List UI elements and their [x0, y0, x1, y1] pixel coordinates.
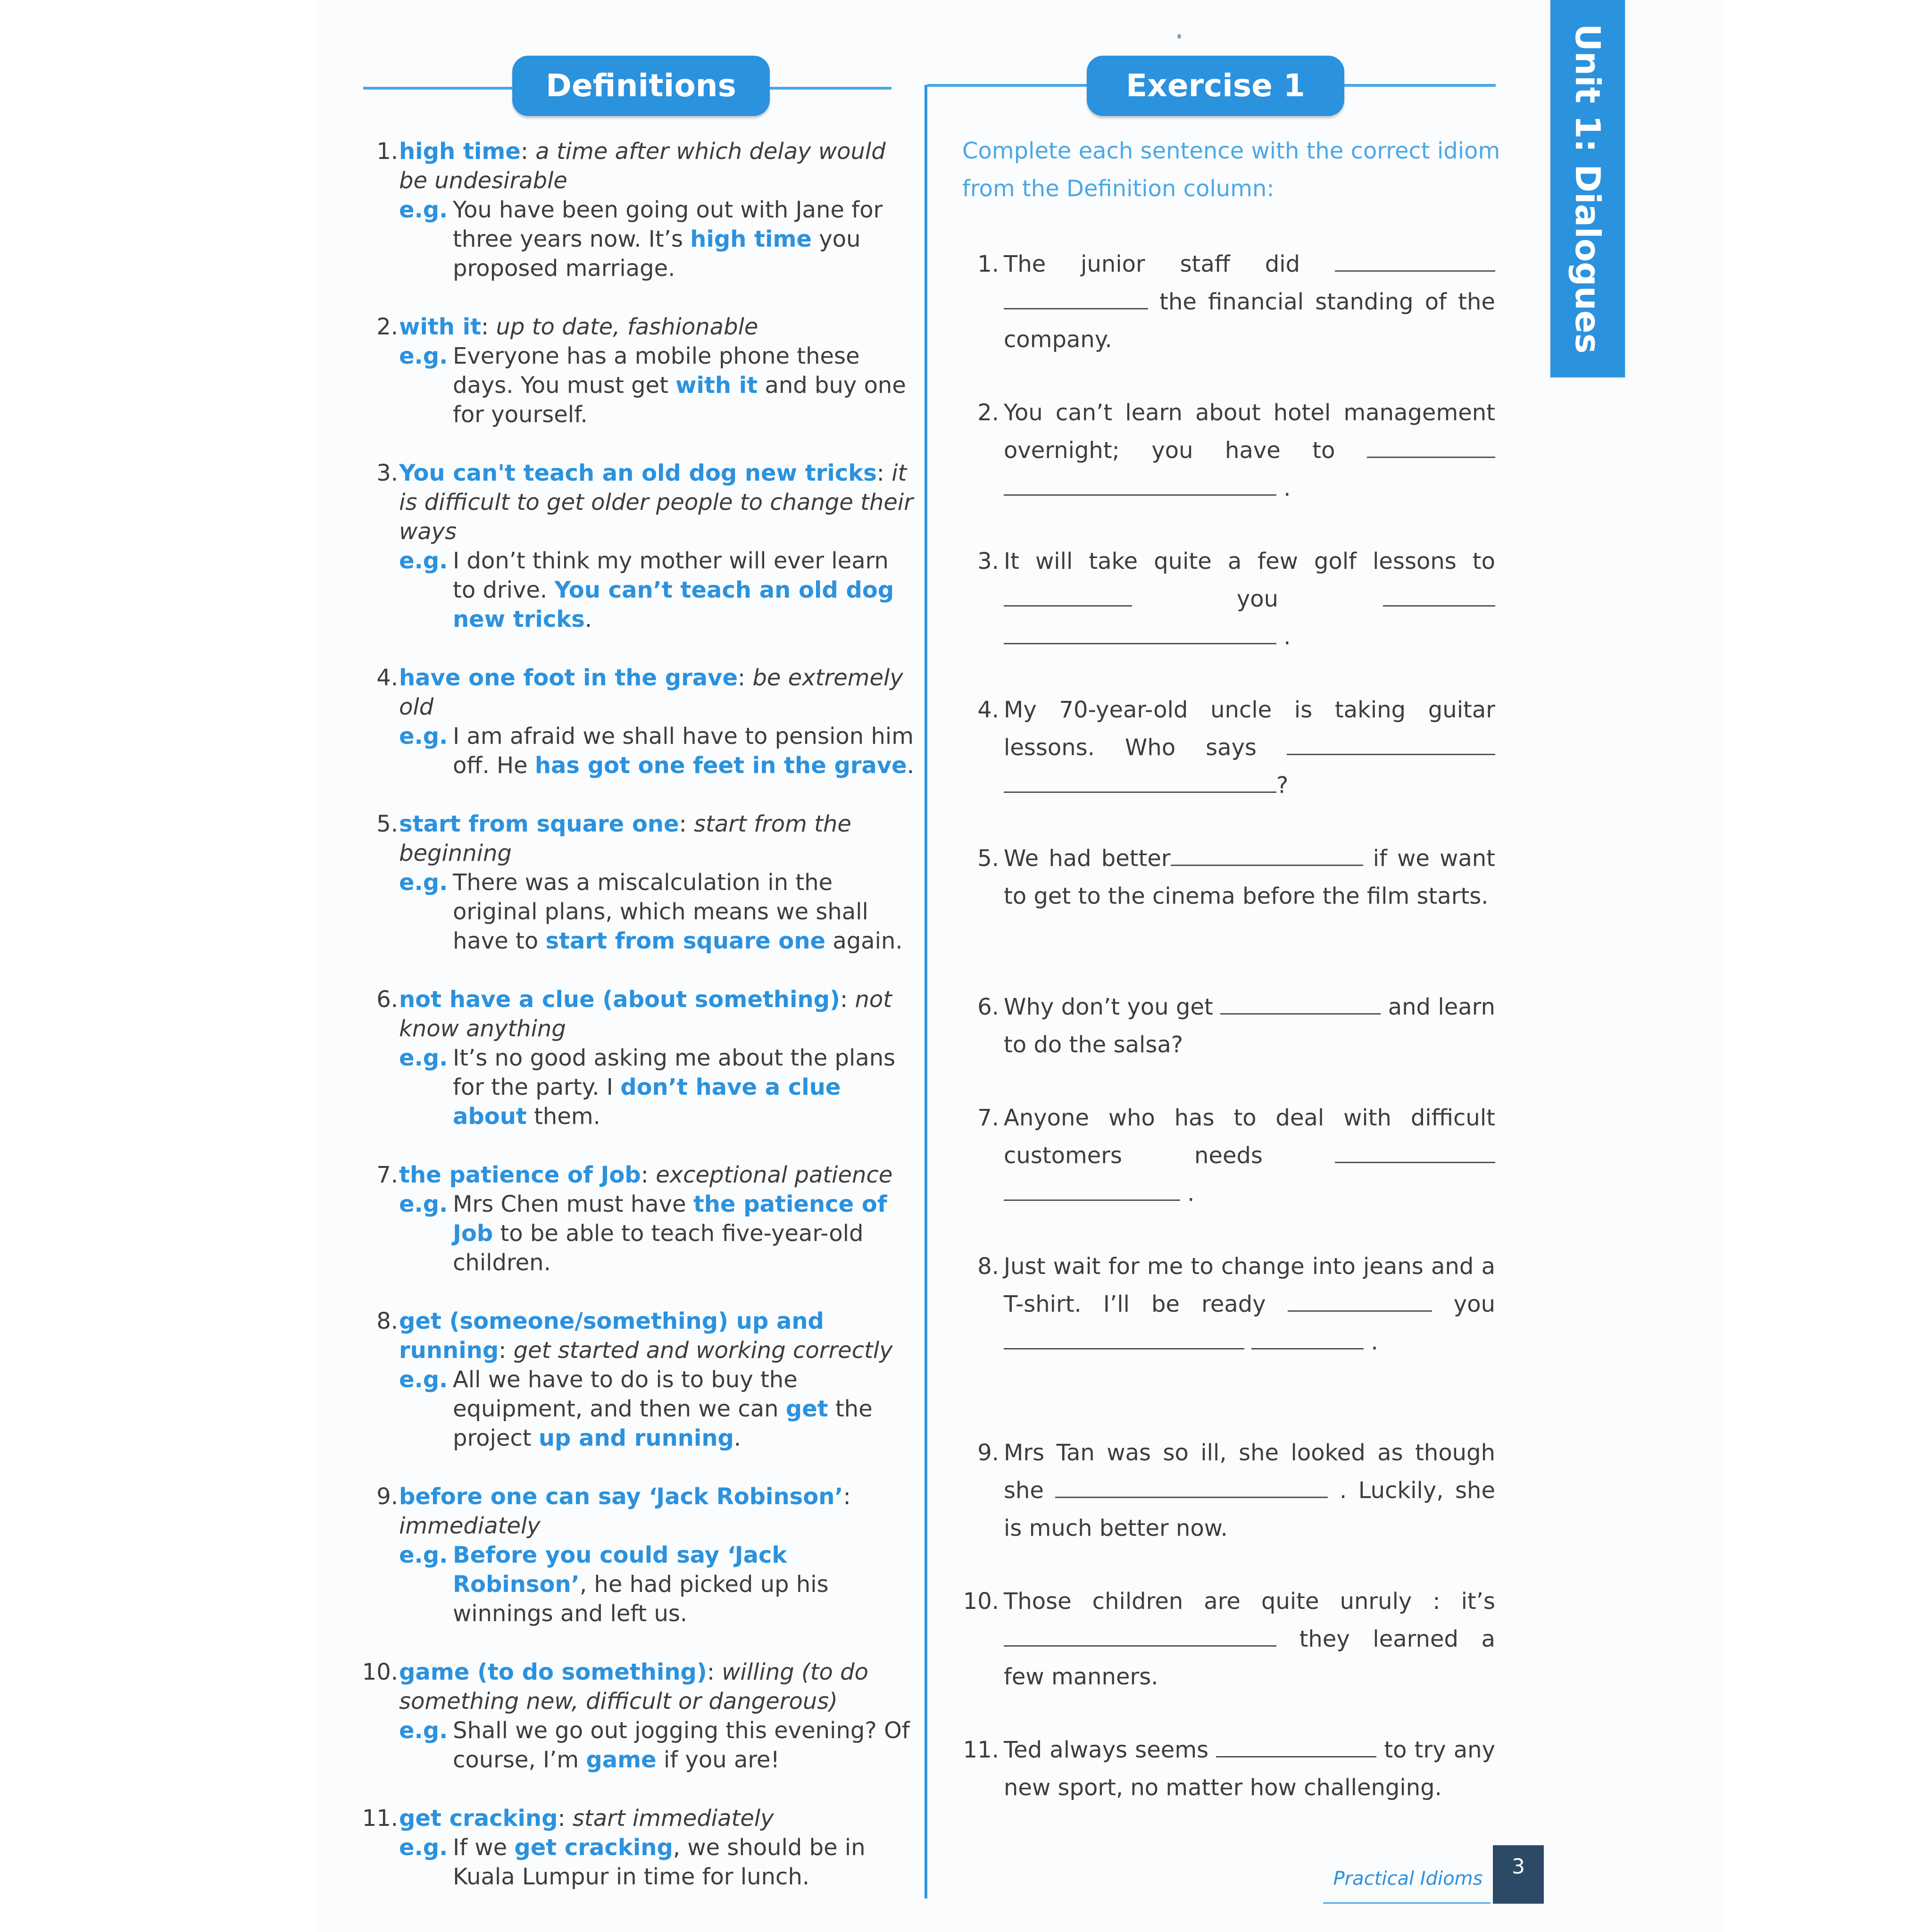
- idiom-meaning: a time after which delay would be undesirable: [399, 138, 886, 194]
- exercise-text: Just wait for me to change into jeans and a T-shirt. I’ll be ready: [1004, 1253, 1495, 1317]
- idiom-highlight: don’t have a clue about: [453, 1074, 841, 1130]
- definition-head: [399, 1804, 915, 1833]
- answer-blank[interactable]: [1004, 287, 1148, 309]
- exercise-text: you: [1432, 1291, 1495, 1317]
- exercise-sentence: [962, 394, 1495, 507]
- idiom-meaning: start immediately: [572, 1805, 774, 1832]
- idiom-meaning: up to date, fashionable: [496, 314, 758, 340]
- idiom-term: not have a clue (about something): [399, 986, 841, 1013]
- exercise-item: [962, 840, 1495, 915]
- definition-item: [358, 137, 915, 283]
- example-text: and buy one for yourself.: [453, 372, 906, 428]
- column-divider: [924, 85, 927, 1899]
- answer-blank[interactable]: [1004, 1624, 1276, 1647]
- exercise-text: .: [1276, 624, 1291, 650]
- idiom-highlight: high time: [690, 226, 812, 252]
- exercise-text: Those children are quite unruly : it’s: [1004, 1588, 1495, 1615]
- idiom-term: get cracking: [399, 1805, 558, 1832]
- exercise-number: 9.: [977, 1440, 999, 1466]
- definition-head: [399, 1482, 915, 1541]
- definition-number: 8.: [376, 1308, 398, 1334]
- answer-blank[interactable]: [1004, 622, 1276, 644]
- definition-number: 4.: [376, 665, 398, 691]
- definition-colon: :: [499, 1337, 514, 1364]
- answer-blank[interactable]: [1288, 1290, 1432, 1312]
- exercise-item: [962, 542, 1495, 656]
- idiom-highlight: up and running: [538, 1425, 734, 1451]
- definition-number: 10.: [362, 1659, 398, 1685]
- answer-blank[interactable]: [1335, 250, 1495, 272]
- definition-item: [358, 1160, 915, 1277]
- exercise-item: [962, 988, 1495, 1064]
- idiom-highlight: the patience of Job: [453, 1191, 887, 1247]
- example-label: e.g.: [399, 1717, 448, 1744]
- definition-item: [358, 1307, 915, 1453]
- answer-blank[interactable]: [1287, 733, 1495, 755]
- idiom-meaning: start from the beginning: [399, 811, 851, 866]
- example-text: again.: [825, 928, 903, 954]
- idiom-term: game (to do something): [399, 1659, 707, 1685]
- definition-item: [358, 1657, 915, 1774]
- exercise-instruction: Complete each sentence with the correct idiom from the Definition column:: [962, 138, 1500, 202]
- scan-speck: [1177, 34, 1181, 39]
- idiom-highlight: game: [586, 1747, 657, 1773]
- definition-item: [358, 985, 915, 1131]
- idiom-meaning: it is difficult to get older people to change their ways: [399, 460, 913, 545]
- example-sentence: [399, 868, 915, 956]
- exercise-item: [962, 691, 1495, 804]
- definition-number: 6.: [376, 986, 398, 1013]
- idiom-highlight: You can’t teach an old dog new tricks: [453, 577, 894, 633]
- answer-blank[interactable]: [1383, 584, 1495, 607]
- definition-head: [399, 458, 915, 546]
- idiom-term: with it: [399, 314, 482, 340]
- definition-colon: :: [876, 460, 892, 486]
- definition-item: [358, 312, 915, 429]
- definition-colon: :: [641, 1162, 656, 1188]
- exercise-text: [1244, 1329, 1251, 1355]
- exercise-item: [962, 1099, 1495, 1212]
- definition-head: [399, 809, 915, 868]
- exercise-item: [962, 1582, 1495, 1696]
- idiom-term: the patience of Job: [399, 1162, 641, 1188]
- definition-item: [358, 458, 915, 634]
- exercise-number: 1.: [977, 251, 999, 277]
- example-text: All we have to do is to buy the equipment, and then we can: [453, 1366, 798, 1422]
- definition-head: [399, 1160, 915, 1190]
- answer-blank[interactable]: [1171, 844, 1363, 866]
- definition-head: [399, 985, 915, 1043]
- idiom-term: high time: [399, 138, 521, 165]
- example-label: e.g.: [399, 197, 448, 223]
- definition-number: 3.: [376, 460, 398, 486]
- definition-colon: :: [738, 665, 753, 691]
- exercise-text: Mrs Tan was so ill, she looked as though she: [1004, 1440, 1495, 1504]
- example-text: .: [584, 606, 592, 633]
- idiom-meaning: get started and working correctly: [513, 1337, 893, 1364]
- exercise-sentence: [962, 1248, 1495, 1361]
- example-sentence: [399, 1190, 915, 1277]
- exercise-item: [962, 1248, 1495, 1361]
- exercise-text: Ted always seems: [1004, 1737, 1216, 1763]
- unit-tab: [1550, 0, 1625, 377]
- exercise-number: 5.: [977, 845, 999, 872]
- example-text: .: [907, 752, 914, 779]
- answer-blank[interactable]: [1004, 474, 1276, 496]
- example-sentence: [399, 1716, 915, 1774]
- idiom-term: start from square one: [399, 811, 679, 837]
- idiom-highlight: start from square one: [545, 928, 826, 954]
- exercise-sentence: [962, 840, 1495, 915]
- definition-item: [358, 1804, 915, 1891]
- definition-item: [358, 663, 915, 780]
- example-sentence: [399, 546, 915, 634]
- example-text: Mrs Chen must have: [453, 1191, 693, 1217]
- definition-head: [399, 1307, 915, 1365]
- definition-number: 5.: [376, 811, 398, 837]
- exercise-text: We had better: [1004, 845, 1171, 872]
- exercise-item: [962, 394, 1495, 507]
- exercise-number: 2.: [977, 400, 999, 426]
- example-text: You have been going out with Jane for three years now. It’s: [453, 197, 883, 252]
- exercise-item: [962, 1731, 1495, 1807]
- exercise-text: they learned a few manners.: [1004, 1626, 1495, 1690]
- exercise-item: [962, 1434, 1495, 1547]
- example-text: .: [733, 1425, 741, 1451]
- answer-blank[interactable]: [1251, 1327, 1364, 1349]
- idiom-highlight: with it: [675, 372, 758, 399]
- idiom-meaning: immediately: [399, 1513, 541, 1539]
- example-text: if you are!: [656, 1747, 780, 1773]
- example-text: There was a miscalculation in the original plans, which means we shall have to: [453, 869, 868, 954]
- answer-blank[interactable]: [1004, 1179, 1180, 1201]
- idiom-highlight: has got one feet in the grave: [534, 752, 907, 779]
- definition-colon: :: [843, 1483, 851, 1510]
- definitions-list: [358, 137, 915, 1921]
- definition-head: [399, 312, 915, 341]
- exercise-sentence: [962, 1434, 1495, 1547]
- definition-head: [399, 1657, 915, 1716]
- exercise-text: My 70-year-old uncle is taking guitar lessons. Who says: [1004, 697, 1495, 761]
- exercise-number: 4.: [977, 697, 999, 723]
- example-sentence: [399, 1043, 915, 1131]
- idiom-meaning: be extremely old: [399, 665, 903, 720]
- example-text: , he had picked up his winnings and left us.: [453, 1571, 829, 1627]
- definition-number: 11.: [362, 1805, 398, 1832]
- exercise-text: to try any new sport, no matter how challenging.: [1004, 1737, 1495, 1801]
- scan-border: [0, 0, 317, 1932]
- unit-tab-label: Unit 1: Dialogues: [1568, 24, 1607, 354]
- exercise-text: It will take quite a few golf lessons to: [1004, 548, 1495, 575]
- example-text: Everyone has a mobile phone these days. You must get: [453, 343, 860, 399]
- answer-blank[interactable]: [1335, 1141, 1495, 1163]
- exercise-text: if we want to get to the cinema before the film starts.: [1004, 845, 1495, 909]
- definition-item: [358, 1482, 915, 1628]
- example-sentence: [399, 1365, 915, 1453]
- example-text: It’s no good asking me about the plans for the party. I: [453, 1045, 896, 1100]
- exercise-text: the financial standing of the company.: [1004, 289, 1495, 353]
- definitions-header: Definitions: [512, 56, 770, 116]
- exercise-item: [962, 245, 1495, 358]
- exercise-text: Anyone who has to deal with difficult customers needs: [1004, 1105, 1495, 1169]
- example-label: e.g.: [399, 1834, 448, 1861]
- idiom-highlight: Before you could say ‘Jack Robinson’: [453, 1542, 787, 1598]
- example-text: Shall we go out jogging this evening? Of course, I’m: [453, 1717, 910, 1773]
- idiom-meaning: willing (to do something new, difficult or dangerous): [399, 1659, 869, 1715]
- exercise-number: 11.: [963, 1737, 999, 1763]
- example-text: to be able to teach five-year-old children.: [453, 1220, 864, 1276]
- example-label: e.g.: [399, 869, 448, 896]
- exercise-sentence: [962, 1099, 1495, 1212]
- definition-item: [358, 809, 915, 956]
- idiom-highlight: get: [785, 1396, 828, 1422]
- idiom-highlight: get cracking: [514, 1834, 673, 1861]
- definition-number: 2.: [376, 314, 398, 340]
- definition-colon: :: [481, 314, 496, 340]
- example-sentence: [399, 341, 915, 429]
- answer-blank[interactable]: [1004, 771, 1276, 793]
- idiom-meaning: not know anything: [399, 986, 892, 1042]
- exercise-number: 3.: [977, 548, 999, 575]
- page-number: 3: [1493, 1845, 1544, 1904]
- exercise-header: Exercise 1: [1087, 56, 1344, 116]
- answer-blank[interactable]: [1367, 436, 1495, 458]
- definition-number: 9.: [376, 1483, 398, 1510]
- exercise-number: 7.: [977, 1105, 999, 1131]
- example-text: them.: [526, 1103, 600, 1130]
- exercise-text: and learn to do the salsa?: [1004, 994, 1495, 1058]
- exercise-text: You can’t learn about hotel management overnight; you have to: [1004, 400, 1495, 464]
- example-text: you proposed marriage.: [453, 226, 861, 282]
- example-text: I don’t think my mother will ever learn to drive.: [453, 548, 889, 603]
- example-label: e.g.: [399, 1542, 448, 1568]
- example-text: If we: [453, 1834, 515, 1861]
- example-label: e.g.: [399, 548, 448, 574]
- example-label: e.g.: [399, 723, 448, 749]
- idiom-term: get (someone/something) up and running: [399, 1308, 824, 1364]
- book-title: Practical Idioms: [1333, 1868, 1483, 1890]
- definition-head: [399, 137, 915, 195]
- example-text: the project: [453, 1396, 873, 1451]
- definition-colon: :: [520, 138, 536, 165]
- footer-rule: [1323, 1902, 1491, 1904]
- example-text: , we should be in Kuala Lumpur in time for lunch.: [453, 1834, 866, 1890]
- definition-colon: :: [558, 1805, 573, 1832]
- answer-blank[interactable]: [1216, 1735, 1376, 1757]
- answer-blank[interactable]: [1055, 1476, 1328, 1498]
- definition-colon: :: [840, 986, 855, 1013]
- example-label: e.g.: [399, 1045, 448, 1071]
- exercise-text: .: [1180, 1180, 1195, 1207]
- definition-number: 1.: [376, 138, 398, 165]
- answer-blank[interactable]: [1004, 584, 1132, 607]
- example-label: e.g.: [399, 1191, 448, 1217]
- definition-colon: :: [679, 811, 694, 837]
- example-text: I am afraid we shall have to pension him off. He: [453, 723, 914, 779]
- exercise-sentence: [962, 691, 1495, 804]
- answer-blank[interactable]: [1004, 1327, 1244, 1349]
- definition-colon: :: [707, 1659, 722, 1685]
- exercise-sentence: [962, 1731, 1495, 1807]
- example-label: e.g.: [399, 343, 448, 369]
- idiom-term: You can't teach an old dog new tricks: [399, 460, 877, 486]
- idiom-term: have one foot in the grave: [399, 665, 738, 691]
- example-sentence: [399, 1541, 915, 1628]
- idiom-term: before one can say ‘Jack Robinson’: [399, 1483, 843, 1510]
- exercise-text: . Luckily, she is much better now.: [1004, 1477, 1495, 1541]
- exercise-text: Why don’t you get: [1004, 994, 1221, 1020]
- exercise-sentence: [962, 542, 1495, 656]
- exercise-text: ?: [1276, 772, 1289, 799]
- answer-blank[interactable]: [1220, 992, 1381, 1015]
- exercise-text: you: [1132, 586, 1383, 612]
- exercise-sentence: [962, 245, 1495, 358]
- exercise-sentence: [962, 1582, 1495, 1696]
- exercise-sentence: [962, 988, 1495, 1064]
- example-label: e.g.: [399, 1366, 448, 1393]
- exercise-number: 10.: [963, 1588, 999, 1615]
- definition-number: 7.: [376, 1162, 398, 1188]
- exercise-text: The junior staff did: [1004, 251, 1335, 277]
- exercise-number: 6.: [977, 994, 999, 1020]
- exercise-text: .: [1364, 1329, 1378, 1355]
- definition-head: [399, 663, 915, 722]
- example-sentence: [399, 1833, 915, 1891]
- example-sentence: [399, 195, 915, 283]
- exercise-text: .: [1276, 475, 1291, 501]
- example-sentence: [399, 722, 915, 780]
- exercise-number: 8.: [977, 1253, 999, 1280]
- idiom-meaning: exceptional patience: [656, 1162, 893, 1188]
